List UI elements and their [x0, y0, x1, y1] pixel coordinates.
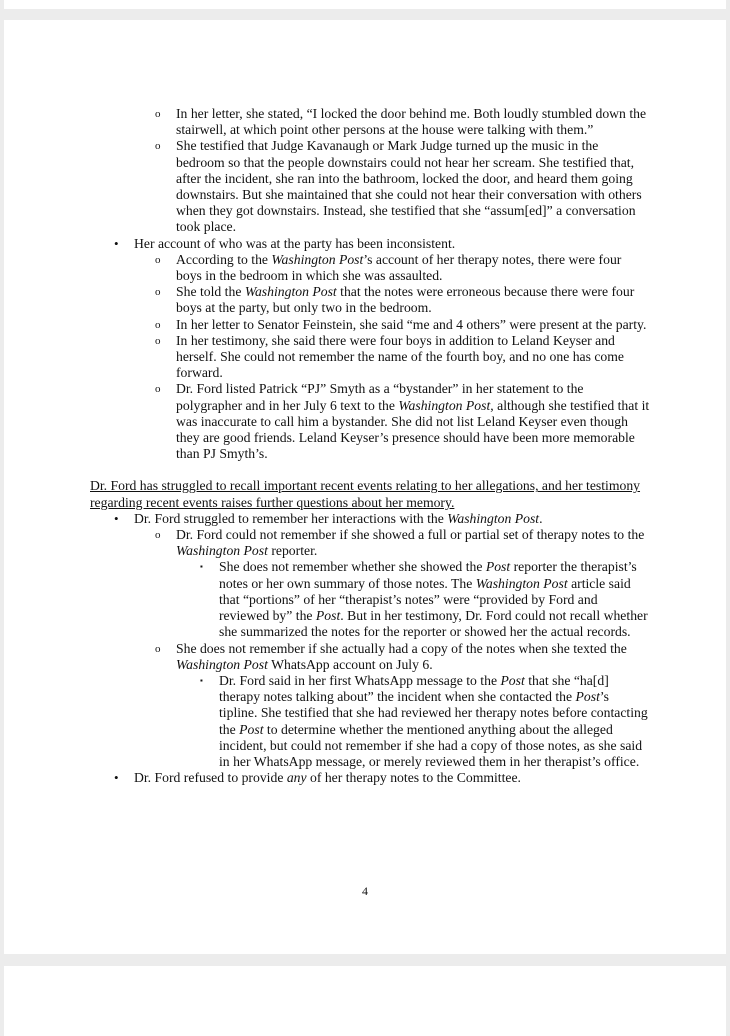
list-item: [90, 381, 650, 462]
list-item-text: In her letter to Senator Feinstein, she said “me and 4 others” were present at the party.: [176, 316, 647, 332]
previous-page-edge: [4, 0, 726, 9]
circle-marker: o: [155, 383, 161, 396]
list-item: [90, 770, 650, 786]
list-item: [90, 333, 650, 382]
circle-marker: o: [155, 253, 161, 266]
list-item-text: She told the Washington Post that the notes were erroneous because there were four boys at the party, but only two in the bedroom.: [176, 284, 635, 316]
bullet-marker: •: [114, 235, 119, 251]
document-page: [4, 20, 726, 954]
list-item: [90, 559, 650, 640]
list-item-text: According to the Washington Post’s account of her therapy notes, there were four boys in the bedroom in which she was assaulted.: [176, 251, 622, 284]
bullet-marker: •: [114, 510, 119, 526]
list-item-text: She does not remember if she actually had a copy of the notes when she texted the Washington Post WhatsApp account on July 6.: [176, 640, 627, 672]
list-item-text: Dr. Ford could not remember if she showed a full or partial set of therapy notes to the Washington Post reporter.: [176, 527, 645, 559]
list-item: [90, 106, 650, 138]
list-item-text: She does not remember whether she showed the Post reporter the therapist’s notes or her own summary of those notes. The Washington Post article said that “portions” of her “therapist’s notes” were “provided by Ford and reviewed by” the Post. But in her testimony, Dr. Ford could not recall whether she summarized the notes for the reporter or showed her the actual records.: [219, 559, 648, 640]
list-item-text: Dr. Ford said in her first WhatsApp message to the Post that she “ha[d] therapy notes talking about” the incident when she contacted the Post’s tipline. She testified that she had reviewed her therapy notes before contacting the Post to determine whether the mentioned anything about the alleged incident, but could not remember if she had a copy of those notes, as she said in her WhatsApp message, or merely reviewed them in her therapist’s office.: [219, 672, 648, 769]
circle-marker: o: [155, 334, 161, 347]
list-item-text: In her testimony, she said there were four boys in addition to Leland Keyser and herself. She could not remember the name of the fourth boy, and no one has come forward.: [176, 332, 624, 381]
square-marker: ▪: [200, 675, 203, 685]
list-item-text: Dr. Ford struggled to remember her interactions with the Washington Post.: [134, 510, 543, 526]
circle-marker: o: [155, 318, 161, 331]
circle-marker: o: [155, 140, 161, 153]
bullet-marker: •: [114, 770, 119, 786]
list-item: [90, 317, 650, 333]
circle-marker: o: [155, 108, 161, 120]
list-item: [90, 641, 650, 673]
list-item: [90, 284, 650, 316]
list-item-text: Dr. Ford refused to provide any of her therapy notes to the Committee.: [134, 770, 521, 786]
circle-marker: o: [155, 642, 161, 655]
list-item-text: She testified that Judge Kavanaugh or Mark Judge turned up the music in the bedroom so that the people downstairs could not hear her scream. She testified that, after the incident, she ran into the bathroom, locked the door, and heard them going downstairs. But she maintained that she could not hear their conversation with others when they got downstairs. Instead, she testified that she “assum[ed]” a conversation took place.: [176, 138, 642, 235]
circle-marker: o: [155, 529, 161, 542]
square-marker: ▪: [200, 562, 203, 572]
next-page-edge: [4, 966, 726, 1036]
list-item: [90, 673, 650, 770]
list-item-text: Dr. Ford listed Patrick “PJ” Smyth as a “bystander” in her statement to the polygrapher and in her July 6 text to the Washington Post, although she testified that it was inaccurate to call him a bystander. She did not list Leland Keyser even though they are good friends. Leland Keyser’s presence should have been more memorable than PJ Smyth’s.: [176, 381, 650, 462]
list-item-text: Her account of who was at the party has been inconsistent.: [134, 235, 456, 251]
page-body: [90, 106, 650, 786]
circle-marker: o: [155, 286, 161, 299]
page-number: 4: [362, 884, 368, 898]
section-heading: Dr. Ford has struggled to recall important recent events relating to her allegations, and her testimony regarding recent events raises further questions about her memory.: [90, 478, 641, 510]
list-item: [90, 511, 650, 527]
list-item: [90, 138, 650, 235]
list-item: [90, 527, 650, 559]
list-item: [90, 252, 650, 284]
list-item-text: In her letter, she stated, “I locked the door behind me. Both loudly stumbled down the stairwell, at which point other persons at the house were talking with them.”: [176, 106, 647, 138]
list-item: [90, 236, 650, 252]
